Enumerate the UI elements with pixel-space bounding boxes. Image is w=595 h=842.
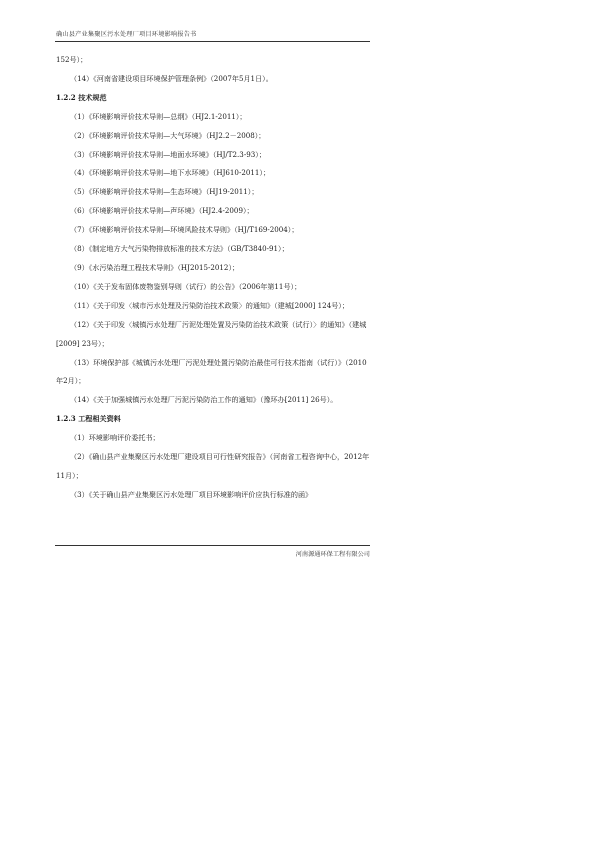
footer-rule xyxy=(55,545,370,546)
section-heading-tech-specs: 1.2.2 技术规范 xyxy=(56,92,107,102)
tech-item-2: （2）《环境影响评价技术导则—大气环境》（HJ2.2－2008）； xyxy=(70,130,266,140)
eng-item-3: （3）《关于确山县产业集聚区污水处理厂项目环境影响评价应执行标准的函》 xyxy=(70,489,313,499)
law-item-14: （14）《河南省建设项目环境保护管理条例》（2007年5月1日）。 xyxy=(70,73,273,83)
tech-item-6: （6）《环境影响评价技术导则—声环境》（HJ2.4-2009）； xyxy=(70,206,254,216)
tech-item-7: （7）《环境影响评价技术导则—环境风险技术导则》（HJ/T169-2004）； xyxy=(70,225,299,235)
continuation-line: 152号）； xyxy=(56,55,88,64)
tech-item-4: （4）《环境影响评价技术导则—地下水环境》（HJ610-2011）； xyxy=(70,168,271,178)
eng-item-2: （2）《确山县产业集聚区污水处理厂建设项目可行性研究报告》（河南省工程咨询中心，2012年11月）； xyxy=(56,452,370,480)
tech-item-14: （14）《关于加强城镇污水处理厂污泥污染防治工作的通知》（豫环办[2011] 26号）。 xyxy=(70,395,338,405)
tech-item-12: （12）《关于印发〈城镇污水处理厂污泥处理处置及污染防治技术政策（试行）〉的通知》（建城[2009] 23号）； xyxy=(56,319,367,348)
running-header: 确山县产业集聚区污水处理厂项目环境影响报告书 xyxy=(56,31,197,38)
tech-item-3: （3）《环境影响评价技术导则—地面水环境》（HJ/T2.3-93）； xyxy=(70,149,266,159)
header-rule xyxy=(55,41,370,42)
tech-item-1: （1）《环境影响评价技术导则—总纲》（HJ2.1-2011）； xyxy=(70,111,247,121)
eng-item-1: （1）环境影响评价委托书； xyxy=(70,433,160,443)
tech-item-13: （13）环境保护部《城镇污水处理厂污泥处理处置污染防治最佳可行技术指南（试行）》（2010年2月）； xyxy=(56,357,367,386)
tech-item-11: （11）《关于印发〈城市污水处理及污染防治技术政策〉的通知》（建城[2000] 124号）； xyxy=(70,300,349,310)
section-heading-engineering-docs: 1.2.3 工程相关资料 xyxy=(56,414,121,424)
tech-item-8: （8）《制定地方大气污染物排放标准的技术方法》（GB/T3840-91）； xyxy=(70,244,289,254)
tech-item-5: （5）《环境影响评价技术导则—生态环境》（HJ19-2011）； xyxy=(70,187,259,197)
page-body xyxy=(56,51,370,505)
tech-item-9: （9）《水污染治理工程技术导则》（HJ2015-2012）； xyxy=(70,262,240,272)
running-footer: 河南源通环保工程有限公司 xyxy=(295,551,370,558)
tech-item-10: （10）《关于发布固体废物鉴别导则（试行）的公告》（2006年第11号）； xyxy=(70,281,302,291)
